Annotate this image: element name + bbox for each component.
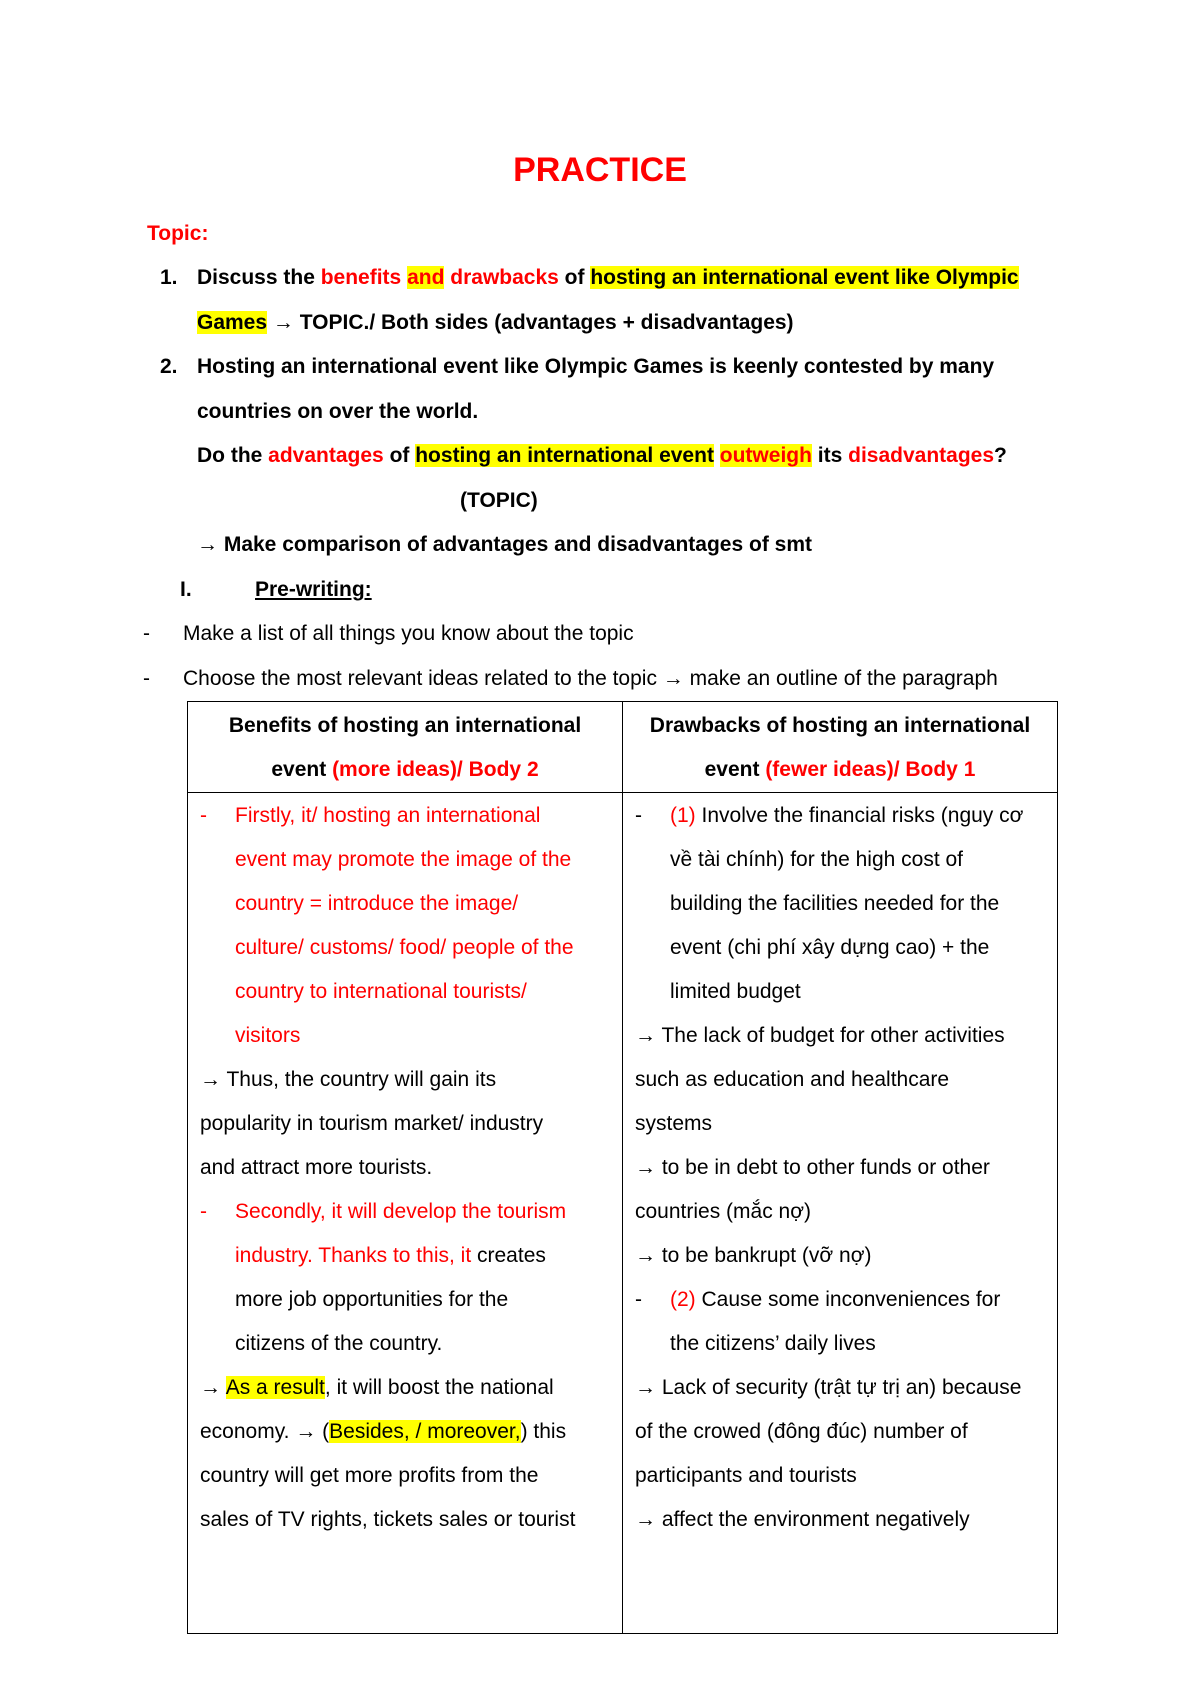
q1-number: 1. [160,266,178,289]
drawbacks-header: Drawbacks of hosting an international event (fewer ideas)/ Body 1 [623,702,1058,793]
drawback-1-line: limited budget [670,980,801,1003]
q1-line-2: Games → TOPIC./ Both sides (advantages + disadvantages) [197,311,794,334]
benefit-1-line: visitors [235,1024,301,1047]
topic-label: Topic: [147,222,209,245]
bullet-dash: - [143,622,150,645]
prewriting-item-1: Make a list of all things you know about the topic [183,622,634,645]
benefit-2-line: Secondly, it will develop the tourism [235,1200,567,1223]
drawback-1-result: → to be in debt to other funds or other [635,1156,990,1179]
benefits-header: Benefits of hosting an international event (more ideas)/ Body 2 [188,702,623,793]
q2-line-2: countries on over the world. [197,400,479,423]
drawback-1-line: về tài chính) for the high cost of [670,848,963,871]
q2-number: 2. [160,355,178,378]
page-title: PRACTICE [513,151,687,189]
q2-line-1: Hosting an international event like Olympic Games is keenly contested by many [197,355,995,378]
benefit-2-line: industry. Thanks to this, it creates [235,1244,546,1267]
drawback-2-line: (2) Cause some inconveniences for [670,1288,1001,1311]
benefit-1-line: event may promote the image of the [235,848,572,871]
benefit-1-line: country = introduce the image/ [235,892,519,915]
drawback-1-result: countries (mắc nợ) [635,1200,811,1223]
benefit-2-result: economy. → (Besides, / moreover,) this [200,1420,567,1443]
bullet-dash: - [143,667,150,690]
drawback-1-result: such as education and healthcare [635,1068,950,1091]
q2-line-5: → Make comparison of advantages and disadvantages of smt [197,533,812,556]
drawback-2-line: the citizens’ daily lives [670,1332,876,1355]
drawback-1-line: (1) Involve the financial risks (nguy cơ [670,804,1024,827]
drawback-2-result: of the crowed (đông đúc) number of [635,1420,968,1443]
drawbacks-cell [623,793,1058,1634]
benefits-cell [188,793,623,1634]
drawback-1-result: → The lack of budget for other activities [635,1024,1005,1047]
drawback-2-result: → affect the environment negatively [635,1508,970,1531]
benefit-2-result: sales of TV rights, tickets sales or tourist [200,1508,576,1531]
benefit-1-line: culture/ customs/ food/ people of the [235,936,574,959]
benefit-2-line: citizens of the country. [235,1332,443,1355]
bullet-dash: - [200,804,207,827]
benefit-2-result: → As a result, it will boost the national [200,1376,554,1399]
benefit-1-result: popularity in tourism market/ industry [200,1112,544,1135]
drawback-2-result: participants and tourists [635,1464,857,1487]
q2-line-3: Do the advantages of hosting an international event outweigh its disadvantages? [197,444,1007,467]
bullet-dash: - [635,804,642,827]
bullet-dash: - [200,1200,207,1223]
prewriting-item-2: Choose the most relevant ideas related to the topic → make an outline of the paragraph [183,667,998,690]
drawback-2-result: → Lack of security (trật tự trị an) because [635,1376,1022,1399]
drawback-1-result: systems [635,1112,713,1135]
benefit-1-line: Firstly, it/ hosting an international [235,804,541,827]
benefit-1-result: → Thus, the country will gain its [200,1068,497,1091]
prewriting-roman: I. [180,578,192,601]
benefit-1-result: and attract more tourists. [200,1156,433,1179]
bullet-dash: - [635,1288,642,1311]
table-header-row [188,702,1058,793]
q2-topic-tag: (TOPIC) [460,489,538,512]
q1-line-1: Discuss the benefits and drawbacks of hosting an international event like Olympic [197,266,1019,289]
outline-table [187,701,1058,1634]
prewriting-heading: Pre-writing: [255,578,372,601]
benefit-1-line: country to international tourists/ [235,980,527,1003]
table-body-row [188,793,1058,1634]
benefit-2-line: more job opportunities for the [235,1288,509,1311]
benefit-2-result: country will get more profits from the [200,1464,539,1487]
drawback-1-result: → to be bankrupt (vỡ nợ) [635,1244,872,1267]
drawback-1-line: event (chi phí xây dựng cao) + the [670,936,990,959]
drawback-1-line: building the facilities needed for the [670,892,1000,915]
